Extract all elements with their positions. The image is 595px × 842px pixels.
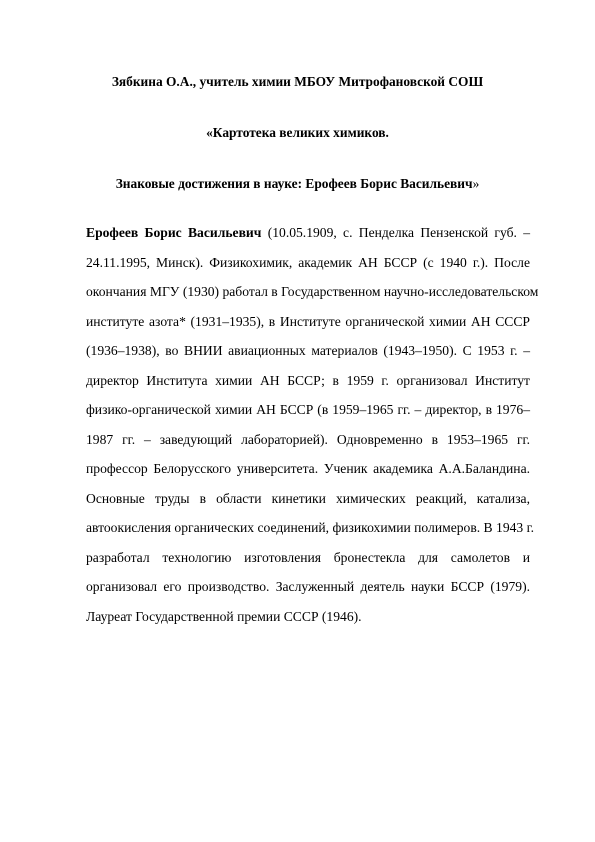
bio-line: Лауреат Государственной премии СССР (1946). [86, 608, 362, 624]
author-line: Зябкина О.А., учитель химии МБОУ Митрофановской СОШ [111, 74, 484, 89]
subtitle-main: Знаковые достижения в науке: Ерофеев Борис Васильевич [115, 176, 473, 191]
biography-paragraph [86, 218, 539, 631]
bio-line: Основные труды в области кинетики химических реакций, катализа, [86, 490, 530, 506]
bio-line: директор Института химии АН БССР; в 1959 г. организовал Институт [86, 372, 530, 388]
subtitle [60, 176, 535, 192]
bio-line-text: (10.05.1909, с. Пенделка Пензенской губ. – [261, 225, 530, 240]
person-name: Ерофеев Борис Васильевич [86, 225, 262, 240]
bio-line: (1936–1938), во ВНИИ авиационных материалов (1943–1950). С 1953 г. – [86, 343, 530, 358]
bio-line: физико-органической химии АН БССР (в 1959–1965 гг. – директор, в 1976– [86, 402, 530, 417]
bio-line: организовал его производство. Заслуженный деятель науки БССР (1979). [86, 579, 530, 594]
bio-line: окончания МГУ (1930) работал в Государственном научно-исследовательском [86, 284, 539, 299]
subtitle-close-quote: » [472, 176, 480, 191]
series-title: «Картотека великих химиков. [206, 125, 389, 140]
bio-line [86, 218, 530, 248]
bio-line: автоокисления органических соединений, физикохимии полимеров. В 1943 г. [86, 520, 535, 535]
bio-line: 24.11.1995, Минск). Физикохимик, академик АН БССР (с 1940 г.). После [86, 254, 530, 270]
bio-line: разработал технологию изготовления бронестекла для самолетов и [86, 549, 530, 565]
bio-line: профессор Белорусского университета. Ученик академика А.А.Баландина. [86, 461, 530, 476]
bio-line: институте азота* (1931–1935), в Институте органической химии АН СССР [86, 313, 530, 329]
bio-line: 1987 гг. – заведующий лабораторией). Одновременно в 1953–1965 гг. [86, 431, 530, 447]
